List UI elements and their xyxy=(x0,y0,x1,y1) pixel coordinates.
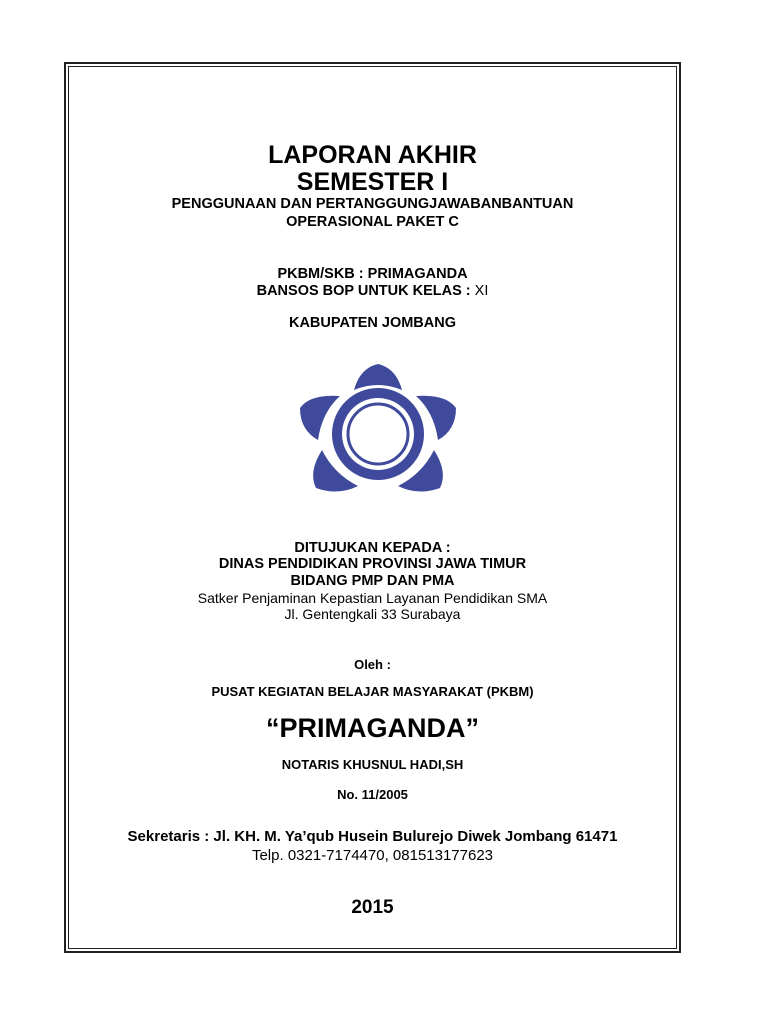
addressee-line1: DINAS PENDIDIKAN PROVINSI JAWA TIMUR xyxy=(218,556,527,572)
secretariat-address: Sekretaris : Jl. KH. M. Ya’qub Husein Bulurejo Diwek Jombang 61471 xyxy=(127,828,618,845)
kabupaten-line: KABUPATEN JOMBANG xyxy=(288,315,457,331)
organization-type: PUSAT KEGIATAN BELAJAR MASYARAKAT (PKBM) xyxy=(211,684,534,699)
pkbm-line: PKBM/SKB : PRIMAGANDA xyxy=(277,266,468,282)
bansos-value: XI xyxy=(474,283,489,299)
report-subtitle-line1: PENGGUNAAN DAN PERTANGGUNGJAWABANBANTUAN xyxy=(171,196,574,212)
organization-name: “PRIMAGANDA” xyxy=(266,713,479,743)
report-title-line1: LAPORAN AKHIR xyxy=(268,141,477,169)
notary-line: NOTARIS KHUSNUL HADI,SH xyxy=(281,757,464,772)
by-label: Oleh : xyxy=(354,657,391,672)
addressed-label: DITUJUKAN KEPADA : xyxy=(294,540,451,556)
tut-wuri-handayani-logo-icon xyxy=(296,360,460,496)
bansos-line xyxy=(68,284,677,299)
bansos-label: BANSOS BOP UNTUK KELAS : xyxy=(256,283,471,299)
report-title-line2: SEMESTER I xyxy=(296,168,449,196)
notary-number: No. 11/2005 xyxy=(337,787,408,802)
phone-line: Telp. 0321-7174470, 081513177623 xyxy=(251,847,494,864)
report-subtitle-line2: OPERASIONAL PAKET C xyxy=(286,214,459,230)
addressee-line4: Jl. Gentengkali 33 Surabaya xyxy=(284,606,461,622)
addressee-line2: BIDANG PMP DAN PMA xyxy=(290,573,455,589)
addressee-line3: Satker Penjaminan Kepastian Layanan Pendidikan SMA xyxy=(197,590,548,606)
report-year: 2015 xyxy=(351,897,394,918)
